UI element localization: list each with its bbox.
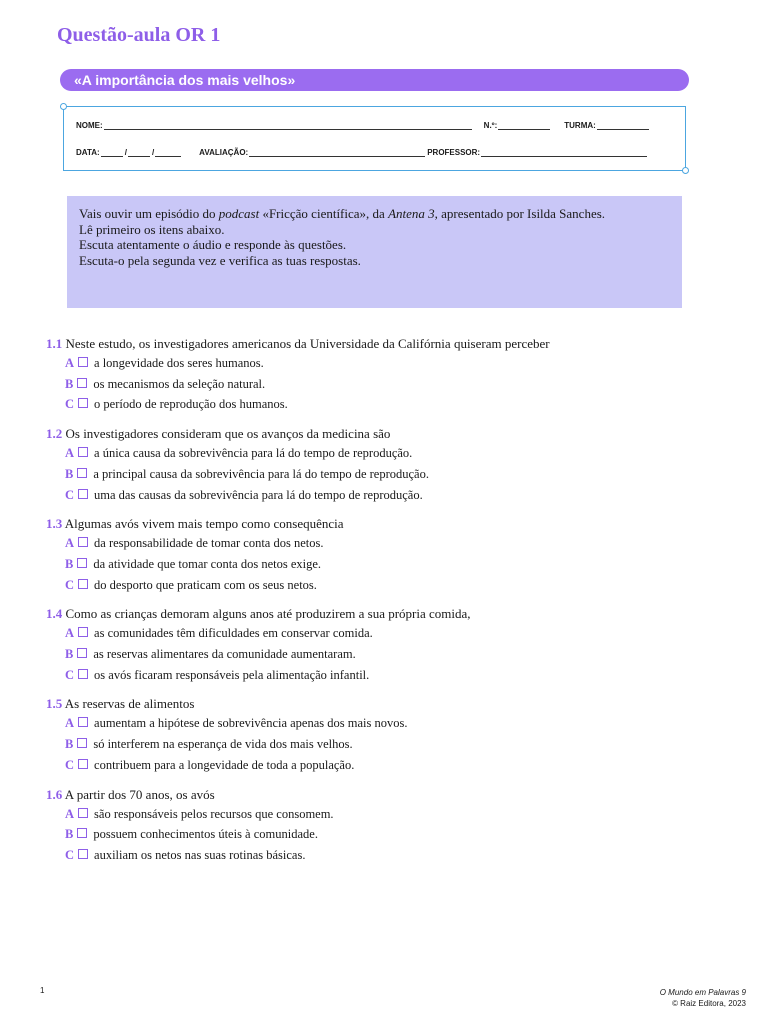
question-number: 1.3	[46, 516, 63, 532]
answer-option	[46, 554, 736, 575]
option-letter: A	[65, 446, 75, 461]
answer-option	[46, 845, 736, 866]
date-month-field[interactable]	[128, 148, 150, 157]
checkbox-icon[interactable]	[77, 828, 87, 838]
option-letter: C	[65, 757, 75, 772]
option-letter: A	[65, 716, 75, 731]
option-letter: A	[65, 806, 75, 821]
checkbox-icon[interactable]	[77, 738, 87, 748]
option-text: da atividade que tomar conta dos netos exige.	[93, 556, 322, 571]
question-stem	[46, 605, 736, 623]
teacher-label: PROFESSOR:	[427, 148, 481, 157]
option-text: a única causa da sobrevivência para lá do tempo de reprodução.	[94, 446, 413, 461]
question-item	[46, 425, 736, 505]
answer-option	[46, 485, 736, 506]
answer-option	[46, 623, 736, 644]
question-text: Neste estudo, os investigadores americanos da Universidade da Califórnia quiseram perceber	[65, 336, 550, 351]
question-number: 1.2	[46, 426, 63, 442]
checkbox-icon[interactable]	[78, 808, 88, 818]
option-text: as reservas alimentares da comunidade aumentaram.	[93, 647, 356, 662]
question-stem	[46, 786, 736, 804]
teacher-field[interactable]	[481, 148, 647, 157]
question-item	[46, 335, 736, 415]
option-letter: A	[65, 626, 75, 641]
instruction-line: Lê primeiro os itens abaixo.	[79, 221, 225, 237]
name-field[interactable]	[104, 121, 472, 130]
checkbox-icon[interactable]	[78, 849, 88, 859]
question-item	[46, 515, 736, 595]
checkbox-icon[interactable]	[78, 447, 88, 457]
checkbox-icon[interactable]	[78, 627, 88, 637]
checkbox-icon[interactable]	[78, 717, 88, 727]
answer-option	[46, 804, 736, 825]
checkbox-icon[interactable]	[78, 579, 88, 589]
date-day-field[interactable]	[101, 148, 123, 157]
option-text: uma das causas da sobrevivência para lá do tempo de reprodução.	[94, 487, 423, 502]
question-stem	[46, 335, 736, 353]
question-text: A partir dos 70 anos, os avós	[64, 786, 215, 802]
option-letter: C	[65, 847, 75, 862]
checkbox-icon[interactable]	[77, 378, 87, 388]
footer	[660, 987, 746, 1009]
option-letter: C	[65, 397, 75, 412]
answer-option	[46, 374, 736, 395]
option-letter: B	[65, 376, 74, 391]
date-separator: /	[151, 148, 155, 157]
answer-option	[46, 464, 736, 485]
name-label: NOME:	[76, 121, 103, 130]
instruction-line: Escuta atentamente o áudio e responde às questões.	[79, 237, 347, 252]
checkbox-icon[interactable]	[78, 398, 88, 408]
question-item	[46, 695, 736, 775]
answer-option	[46, 824, 736, 845]
answer-option	[46, 533, 736, 554]
resize-handle	[682, 167, 689, 174]
question-number: 1.6	[46, 786, 63, 802]
date-label: DATA:	[76, 148, 100, 157]
option-letter: B	[65, 556, 74, 571]
question-stem	[46, 425, 736, 443]
id-row-1	[76, 121, 651, 130]
instruction-line: Escuta-o pela segunda vez e verifica as tuas respostas.	[79, 252, 361, 268]
question-item	[46, 786, 736, 866]
answer-option	[46, 644, 736, 665]
question-number: 1.5	[46, 696, 63, 712]
date-separator: /	[124, 148, 127, 157]
text-title-banner: «A importância dos mais velhos»	[60, 69, 689, 91]
class-field[interactable]	[597, 121, 649, 130]
option-letter: C	[65, 667, 75, 682]
option-letter: B	[65, 647, 74, 662]
checkbox-icon[interactable]	[78, 669, 88, 679]
option-text: os mecanismos da seleção natural.	[93, 376, 266, 391]
checkbox-icon[interactable]	[78, 759, 88, 769]
option-letter: C	[65, 577, 75, 592]
checkbox-icon[interactable]	[78, 489, 88, 499]
option-letter: B	[65, 827, 74, 842]
option-letter: A	[65, 536, 75, 551]
id-row-2	[76, 148, 649, 157]
answer-option	[46, 665, 736, 686]
option-letter: C	[65, 487, 75, 502]
number-label: N.º:	[483, 121, 498, 130]
answer-option	[46, 713, 736, 734]
question-number: 1.1	[46, 336, 63, 351]
answer-option	[46, 394, 736, 415]
option-letter: A	[65, 356, 75, 370]
number-field[interactable]	[498, 121, 550, 130]
question-stem	[46, 695, 736, 713]
option-text: possuem conhecimentos úteis à comunidade.	[93, 827, 318, 842]
option-letter: B	[65, 737, 74, 752]
option-letter: B	[65, 466, 74, 481]
question-text: Algumas avós vivem mais tempo como consequência	[64, 516, 344, 532]
option-text: da responsabilidade de tomar conta dos netos.	[94, 536, 324, 551]
checkbox-icon[interactable]	[78, 537, 88, 547]
option-text: a principal causa da sobrevivência para lá do tempo de reprodução.	[93, 466, 429, 481]
student-info-box	[63, 106, 686, 171]
checkbox-icon[interactable]	[77, 468, 87, 478]
checkbox-icon[interactable]	[78, 357, 88, 367]
option-text: as comunidades têm dificuldades em conservar comida.	[94, 626, 373, 641]
option-text: contribuem para a longevidade de toda a população.	[94, 757, 355, 772]
book-title: O Mundo em Palavras 9	[659, 988, 746, 997]
grade-field[interactable]	[249, 148, 425, 157]
question-text: Os investigadores consideram que os avanços da medicina são	[65, 426, 391, 442]
option-text: do desporto que praticam com os seus netos.	[94, 577, 317, 592]
page-title: Questão-aula OR 1	[57, 24, 221, 46]
copyright: © Raiz Editora, 2023	[672, 999, 746, 1008]
option-text: aumentam a hipótese de sobrevivência apenas dos mais novos.	[94, 716, 408, 731]
question-number: 1.4	[46, 606, 63, 622]
answer-option	[46, 443, 736, 464]
instructions-box	[67, 196, 682, 308]
page-number: 1	[40, 986, 45, 995]
option-text: a longevidade dos seres humanos.	[94, 356, 264, 370]
date-year-field[interactable]	[155, 148, 181, 157]
question-text: As reservas de alimentos	[64, 696, 195, 712]
grade-label: AVALIAÇÃO:	[199, 148, 249, 157]
resize-handle	[60, 103, 67, 110]
answer-option	[46, 755, 736, 776]
class-label: TURMA:	[564, 121, 596, 130]
question-item	[46, 605, 736, 685]
answer-option	[46, 575, 736, 596]
instruction-line: Vais ouvir um episódio do podcast «Fricção científica», da Antena 3, apresentado por Isilda Sanches.	[79, 206, 606, 221]
question-stem	[46, 515, 736, 533]
answer-option	[46, 734, 736, 755]
option-text: são responsáveis pelos recursos que consomem.	[94, 806, 334, 821]
question-list	[46, 335, 736, 876]
checkbox-icon[interactable]	[77, 648, 87, 658]
option-text: só interferem na esperança de vida dos mais velhos.	[93, 737, 353, 752]
option-text: os avós ficaram responsáveis pela alimentação infantil.	[94, 667, 370, 682]
option-text: o período de reprodução dos humanos.	[94, 397, 288, 412]
checkbox-icon[interactable]	[77, 558, 87, 568]
answer-option	[46, 353, 736, 374]
option-text: auxiliam os netos nas suas rotinas básicas.	[94, 847, 306, 862]
question-text: Como as crianças demoram alguns anos até produzirem a sua própria comida,	[65, 606, 471, 622]
